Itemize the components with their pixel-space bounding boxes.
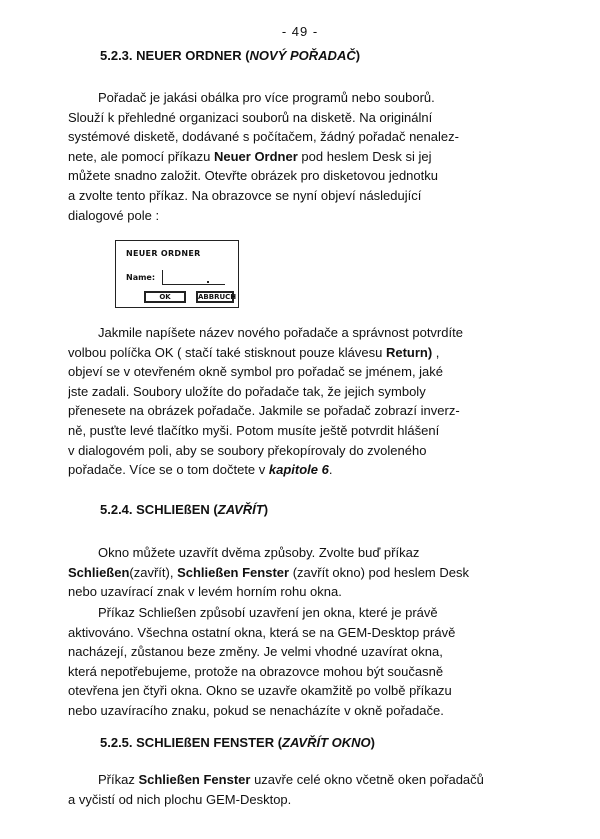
text-run: uzavře celé okno včetně oken pořadačů bbox=[250, 772, 484, 787]
paragraph-524-2 bbox=[68, 603, 530, 721]
text-line: přenesete na obrázek pořadače. Jakmile se pořadač zobrazí inverz- bbox=[68, 403, 460, 419]
page-number: - 49 - bbox=[281, 24, 319, 39]
text-run: nete, ale pomocí příkazu bbox=[68, 148, 214, 164]
heading-italic-text: ZAVŘÍT OKNO bbox=[282, 735, 371, 750]
text-line bbox=[68, 343, 530, 363]
text-line bbox=[68, 563, 530, 583]
text-line: Jakmile napíšete název nového pořadače a správnost potvrdíte bbox=[98, 325, 463, 340]
text-line: jste zadali. Soubory uložíte do pořadače tak, že jejich symboly bbox=[68, 383, 426, 399]
text-line: a vyčistí od nich plochu GEM-Desktop. bbox=[68, 791, 292, 807]
text-run: volbou políčka OK ( stačí také stisknout pouze klávesu bbox=[68, 344, 386, 360]
text-line: můžete snadno založit. Otevřte obrázek pro disketovou jednotku bbox=[68, 168, 438, 184]
text-run: . bbox=[328, 462, 333, 478]
key-name: Return) bbox=[385, 344, 433, 360]
heading-text: 5.2.5. SCHLIEßEN FENSTER ( bbox=[100, 735, 283, 750]
command-name: Neuer Ordner bbox=[213, 148, 298, 164]
heading-close: ) bbox=[355, 48, 361, 63]
text-line: objeví se v otevřeném okně symbol pro pořadač se jménem, jaké bbox=[68, 364, 444, 380]
text-run: pořadače. Více se o tom dočtete v bbox=[68, 462, 269, 478]
command-name: Schließen bbox=[68, 564, 130, 580]
heading-text: 5.2.4. SCHLIEßEN ( bbox=[100, 502, 218, 517]
heading-close: ) bbox=[370, 735, 375, 750]
text-run: (zavřít), bbox=[129, 564, 178, 580]
heading-italic-text: NOVÝ POŘADAČ bbox=[249, 48, 356, 63]
ok-button[interactable]: OK bbox=[144, 291, 186, 303]
paragraph-523-1 bbox=[68, 88, 530, 225]
extension-dot-icon bbox=[207, 281, 209, 283]
section-heading-523 bbox=[100, 48, 360, 63]
command-name: Schließen Fenster bbox=[138, 772, 251, 787]
paragraph-523-2 bbox=[68, 323, 530, 480]
text-line bbox=[68, 460, 530, 480]
text-line: nacházejí, zůstanou beze změny. Je velmi vhodné uzavírat okna, bbox=[68, 644, 443, 660]
text-line bbox=[68, 147, 530, 167]
text-run: , bbox=[432, 344, 440, 360]
text-line: ně, pusťte levé tlačítko myši. Potom musíte ještě potvrdit hlášení bbox=[68, 422, 440, 438]
text-line: v dialogovém poli, aby se soubory překopírovaly do zvoleného bbox=[68, 442, 427, 458]
new-folder-dialog bbox=[115, 240, 239, 308]
text-line: dialogové pole : bbox=[68, 207, 160, 223]
cancel-button[interactable]: ABBRUCH bbox=[198, 293, 237, 301]
text-run: (zavřít okno) pod heslem Desk bbox=[289, 564, 469, 580]
paragraph-525-1 bbox=[68, 770, 530, 809]
chapter-reference: kapitole 6 bbox=[268, 462, 329, 478]
folder-name-input[interactable] bbox=[162, 270, 225, 285]
text-line: Okno můžete uzavřít dvěma způsoby. Zvolte buď příkaz bbox=[98, 545, 420, 560]
section-heading-525 bbox=[100, 735, 375, 750]
text-line: Pořadač je jakási obálka pro více programů nebo souborů. bbox=[98, 90, 435, 105]
text-line: Příkaz Schließen způsobí uzavření jen okna, které je právě bbox=[98, 605, 438, 620]
text-line: nebo uzavíracího znaku, pokud se nenacházíte v okně pořadače. bbox=[68, 702, 444, 718]
text-run: Příkaz bbox=[98, 772, 139, 787]
dialog-title: NEUER ORDNER bbox=[126, 249, 201, 258]
heading-italic-text: ZAVŘÍT bbox=[217, 502, 264, 517]
text-line: otevřena jen čtyři okna. Okno se uzavře okamžitě po volbě příkazu bbox=[68, 683, 452, 699]
text-line: která nepotřebujeme, protože na obrazovce mohou být současně bbox=[68, 663, 444, 679]
text-line bbox=[68, 770, 530, 790]
text-line: systémové disketě, dodávané s počítačem, žádný pořadač nenalez- bbox=[68, 129, 459, 145]
text-line: aktivováno. Všechna ostatní okna, která se na GEM-Desktop právě bbox=[68, 624, 456, 640]
text-run: pod heslem Desk si jej bbox=[297, 148, 432, 164]
text-line: a zvolte tento příkaz. Na obrazovce se nyní objeví následující bbox=[68, 187, 422, 203]
dialog-name-label: Name: bbox=[126, 273, 156, 282]
paragraph-524-1 bbox=[68, 543, 530, 602]
text-line: Slouží k přehledné organizaci souborů na disketě. Na originální bbox=[68, 109, 433, 125]
command-name: Schließen Fenster bbox=[177, 564, 290, 580]
section-heading-524 bbox=[100, 502, 268, 517]
text-line: nebo uzavírací znak v levém horním rohu okna. bbox=[68, 584, 342, 600]
heading-text: 5.2.3. NEUER ORDNER ( bbox=[100, 48, 250, 63]
heading-close: ) bbox=[263, 502, 269, 517]
